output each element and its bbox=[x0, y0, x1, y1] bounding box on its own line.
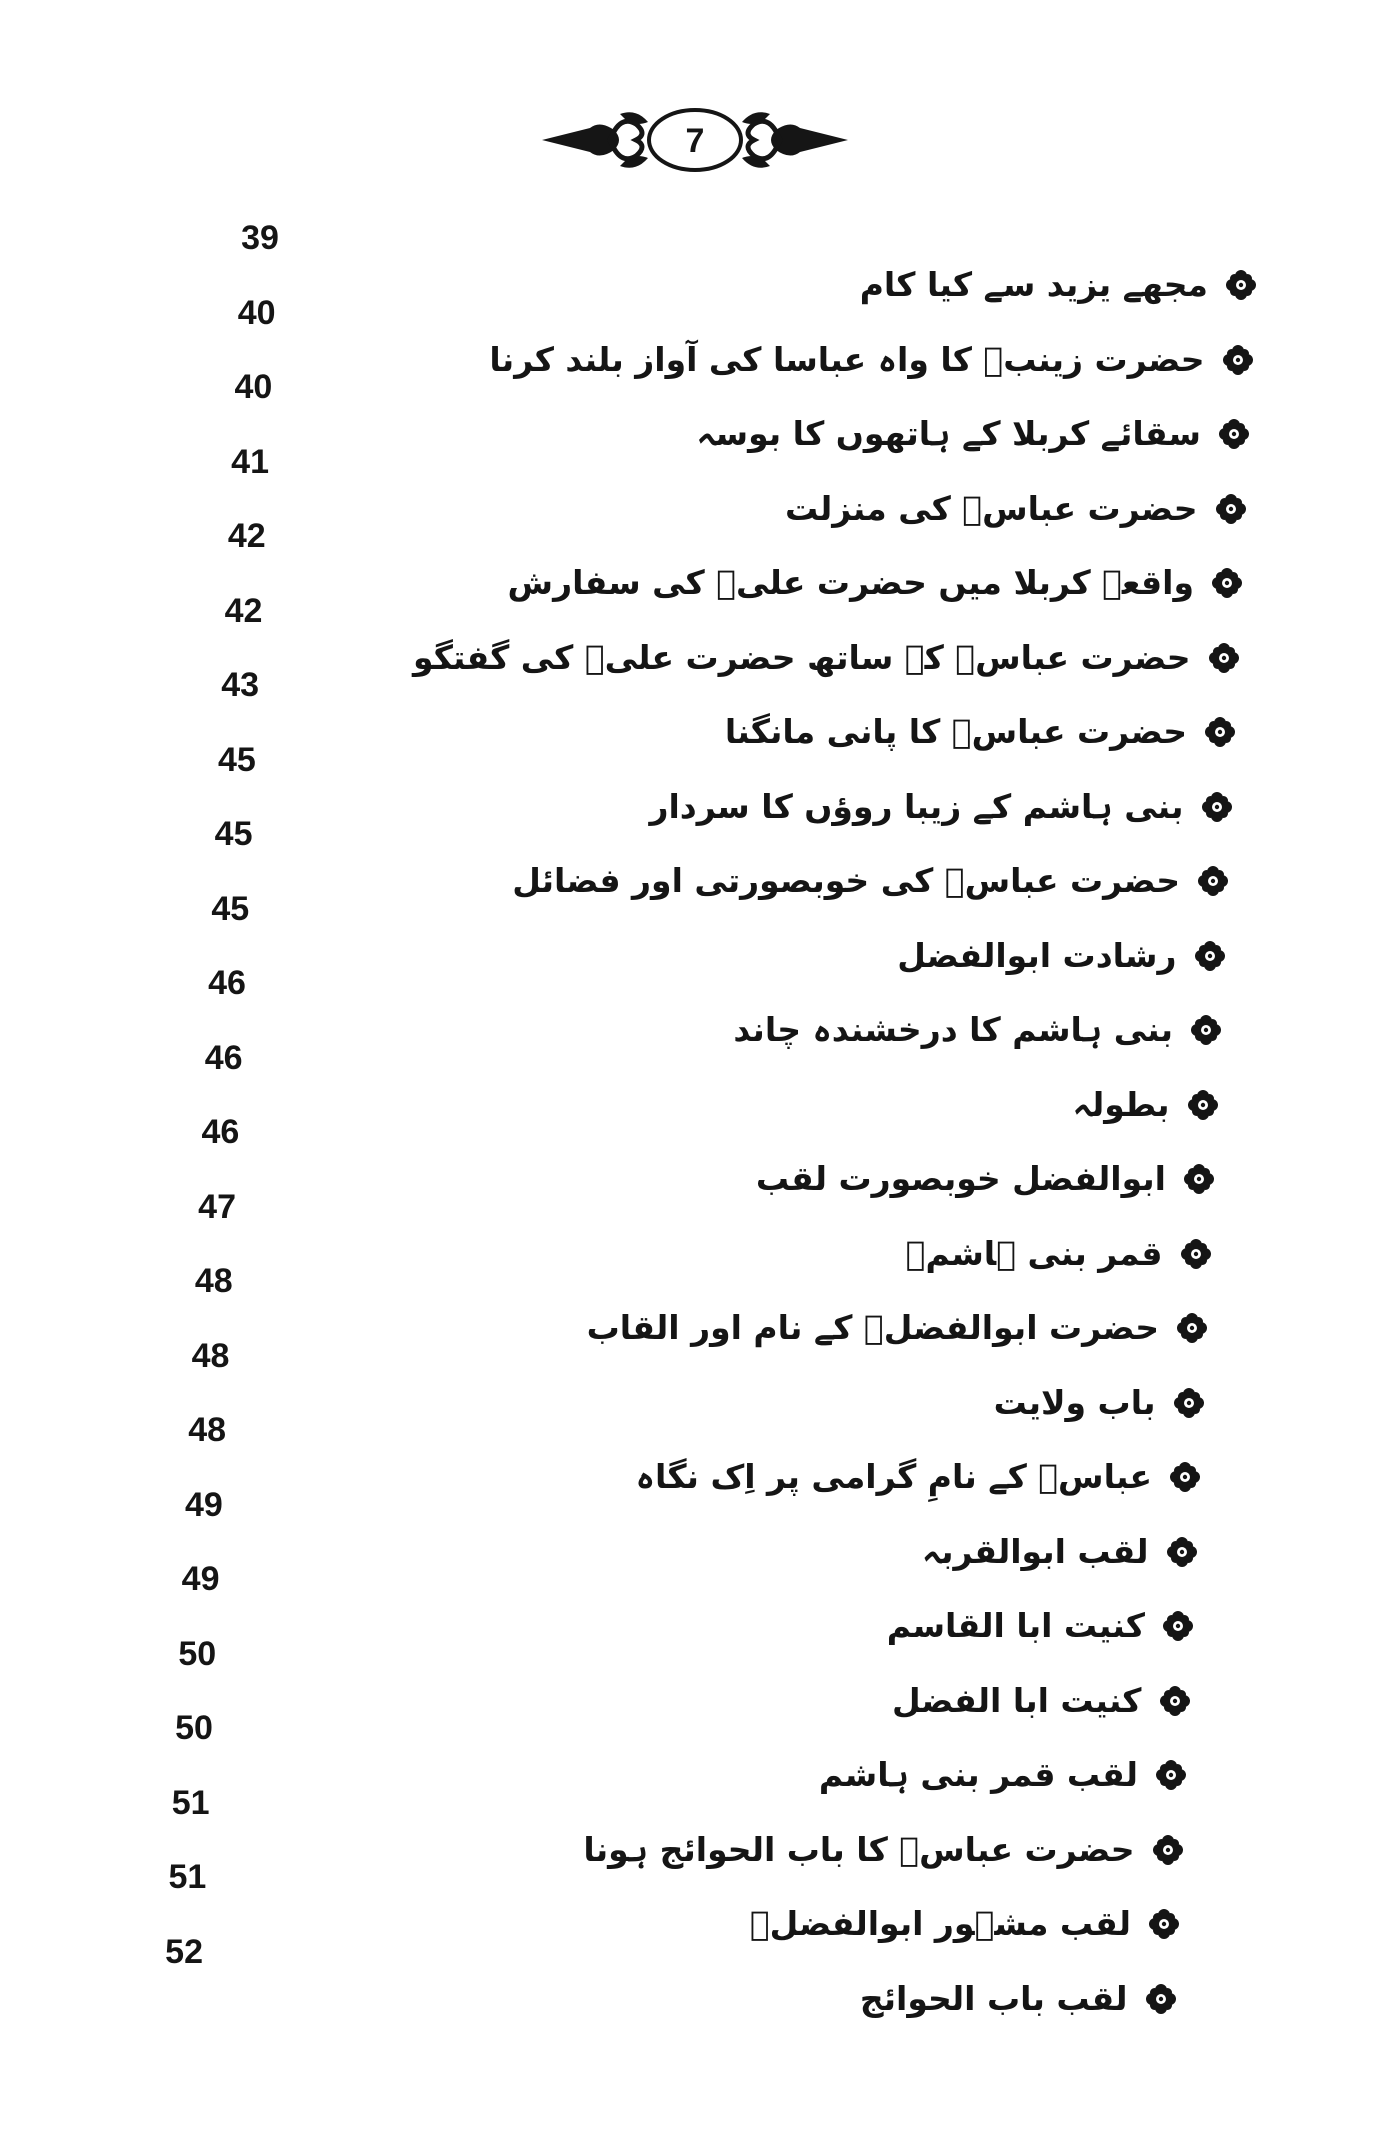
toc-page-number: 46 bbox=[201, 1113, 240, 1151]
toc-entry-title: باب ولایت bbox=[993, 1382, 1156, 1422]
toc-entry bbox=[725, 702, 1235, 762]
toc-page-number: 47 bbox=[198, 1187, 236, 1226]
flower-bullet-icon bbox=[1181, 1239, 1211, 1269]
flower-bullet-icon bbox=[1153, 1835, 1183, 1865]
toc-entry-title: بنی ہاشم کا درخشندہ چاند bbox=[733, 1010, 1173, 1049]
toc-entry-title: بطولہ bbox=[1072, 1084, 1170, 1124]
toc-entry-title: رشادت ابوالفضل bbox=[897, 935, 1177, 975]
toc-entry-title: حضرت عباسؑ کی خوبصورتی اور فضائل bbox=[512, 861, 1180, 900]
toc-entry-title: لقب قمر بنی ہاشم bbox=[818, 1755, 1138, 1794]
flower-bullet-icon bbox=[1219, 419, 1249, 449]
flower-bullet-icon bbox=[1202, 792, 1232, 822]
toc-entry bbox=[756, 1149, 1214, 1209]
flower-bullet-icon bbox=[1223, 345, 1253, 375]
toc-entry bbox=[892, 1671, 1190, 1731]
toc-entry-title: کنیت ابا القاسم bbox=[886, 1606, 1145, 1645]
toc-entry bbox=[994, 1373, 1204, 1433]
toc-page-number: 50 bbox=[178, 1634, 217, 1673]
toc-entry bbox=[696, 404, 1249, 464]
flower-bullet-icon bbox=[1163, 1611, 1193, 1641]
flower-bullet-icon bbox=[1167, 1537, 1197, 1567]
toc-page-number: 51 bbox=[168, 1858, 207, 1896]
toc-entry-title: قمر بنی ہاشمؑ bbox=[905, 1233, 1163, 1273]
ornamental-flourish-icon bbox=[540, 100, 850, 180]
toc-page-number: 51 bbox=[171, 1783, 210, 1822]
flower-bullet-icon bbox=[1198, 866, 1228, 896]
toc-page-number: 40 bbox=[237, 293, 276, 332]
toc-entry-title: کنیت ابا الفضل bbox=[891, 1680, 1142, 1720]
toc-page-number: 41 bbox=[231, 442, 269, 481]
toc-entry-title: لقب مشہور ابوالفضلؑ bbox=[749, 1904, 1131, 1943]
page-header-ornament bbox=[540, 100, 850, 180]
toc-page-number: 46 bbox=[208, 964, 246, 1002]
flower-bullet-icon bbox=[1156, 1760, 1186, 1790]
toc-entry bbox=[1073, 1075, 1218, 1135]
toc-entry-title: حضرت عباسؑ کا باب الحوائج ہونا bbox=[583, 1829, 1135, 1869]
flower-bullet-icon bbox=[1191, 1015, 1221, 1045]
toc-entry bbox=[649, 777, 1231, 837]
toc-page-number: 39 bbox=[241, 219, 279, 257]
toc-page-number: 42 bbox=[227, 517, 266, 555]
toc-entry-title: بنی ہاشم کے زیبا روؤں کا سردار bbox=[649, 786, 1184, 826]
flower-bullet-icon bbox=[1149, 1909, 1179, 1939]
toc-page-number: 40 bbox=[234, 368, 273, 406]
toc-entry bbox=[860, 255, 1256, 315]
flower-bullet-icon bbox=[1226, 270, 1256, 300]
flower-bullet-icon bbox=[1174, 1388, 1204, 1418]
toc-entry bbox=[897, 926, 1224, 986]
toc-entry-title: ابوالفضل خوبصورت لقب bbox=[755, 1159, 1166, 1198]
toc-entry-title: حضرت زینبؑ کا واہ عباسا کی آواز بلند کرنا bbox=[489, 339, 1205, 379]
flower-bullet-icon bbox=[1205, 717, 1235, 747]
toc-entry bbox=[922, 1522, 1197, 1582]
toc-entry-title: مجھے یزید سے کیا کام bbox=[859, 265, 1208, 304]
toc-page-number: 49 bbox=[184, 1485, 223, 1524]
toc-entry bbox=[489, 330, 1252, 390]
toc-entry-title: حضرت عباسؑ کے ساتھ حضرت علیؑ کی گفتگو bbox=[413, 637, 1191, 677]
flower-bullet-icon bbox=[1212, 568, 1242, 598]
flower-bullet-icon bbox=[1195, 941, 1225, 971]
toc-page-number: 50 bbox=[175, 1709, 213, 1747]
toc-entry bbox=[887, 1596, 1193, 1656]
flower-bullet-icon bbox=[1216, 494, 1246, 524]
toc-page-number: 46 bbox=[204, 1038, 243, 1077]
toc-entry bbox=[508, 553, 1242, 613]
toc-page-number: 45 bbox=[214, 815, 253, 853]
toc-entry-title: حضرت عباسؑ کی منزلت bbox=[784, 488, 1198, 528]
toc-entry bbox=[583, 1820, 1182, 1880]
toc-entry bbox=[819, 1745, 1186, 1805]
flower-bullet-icon bbox=[1170, 1462, 1200, 1492]
toc-page-number: 49 bbox=[181, 1560, 220, 1598]
toc-entry-title: حضرت عباسؑ کا پانی مانگنا bbox=[724, 712, 1187, 751]
toc-entry bbox=[512, 851, 1228, 911]
toc-entry bbox=[906, 1224, 1211, 1284]
flower-bullet-icon bbox=[1160, 1686, 1190, 1716]
toc-entry-title: عباسؑ کے نامِ گرامی پر اِک نگاہ bbox=[635, 1457, 1152, 1496]
toc-entry-title: حضرت ابوالفضلؑ کے نام اور القاب bbox=[586, 1308, 1159, 1347]
toc-page-number: 45 bbox=[217, 740, 256, 779]
toc-page-number: 48 bbox=[194, 1262, 233, 1300]
toc-entry bbox=[413, 628, 1238, 688]
toc-entry bbox=[587, 1298, 1207, 1358]
page-number: 7 bbox=[685, 122, 705, 160]
toc-entry-title: لقب باب الحوائج bbox=[859, 1978, 1128, 2018]
toc-entry bbox=[733, 1000, 1221, 1060]
toc-page-number: 45 bbox=[211, 889, 250, 928]
flower-bullet-icon bbox=[1209, 643, 1239, 673]
flower-bullet-icon bbox=[1146, 1984, 1176, 2014]
toc-entry bbox=[860, 1969, 1176, 2029]
toc-entry-title: لقب ابوالقربہ bbox=[921, 1531, 1149, 1571]
flower-bullet-icon bbox=[1177, 1313, 1207, 1343]
toc-entry-title: سقائے کربلا کے ہاتھوں کا بوسہ bbox=[696, 414, 1201, 453]
toc-page-number: 42 bbox=[224, 591, 263, 630]
toc-entry bbox=[750, 1894, 1179, 1954]
toc-entry bbox=[785, 479, 1246, 539]
flower-bullet-icon bbox=[1188, 1090, 1218, 1120]
toc-page-number: 48 bbox=[191, 1336, 230, 1375]
toc-entry bbox=[636, 1447, 1200, 1507]
toc-page-number: 43 bbox=[221, 666, 260, 704]
toc-page-number: 52 bbox=[165, 1932, 203, 1971]
flower-bullet-icon bbox=[1184, 1164, 1214, 1194]
toc-entry-title: واقعۂ کربلا میں حضرت علیؑ کی سفارش bbox=[507, 563, 1194, 602]
toc-page-number: 48 bbox=[188, 1411, 227, 1449]
